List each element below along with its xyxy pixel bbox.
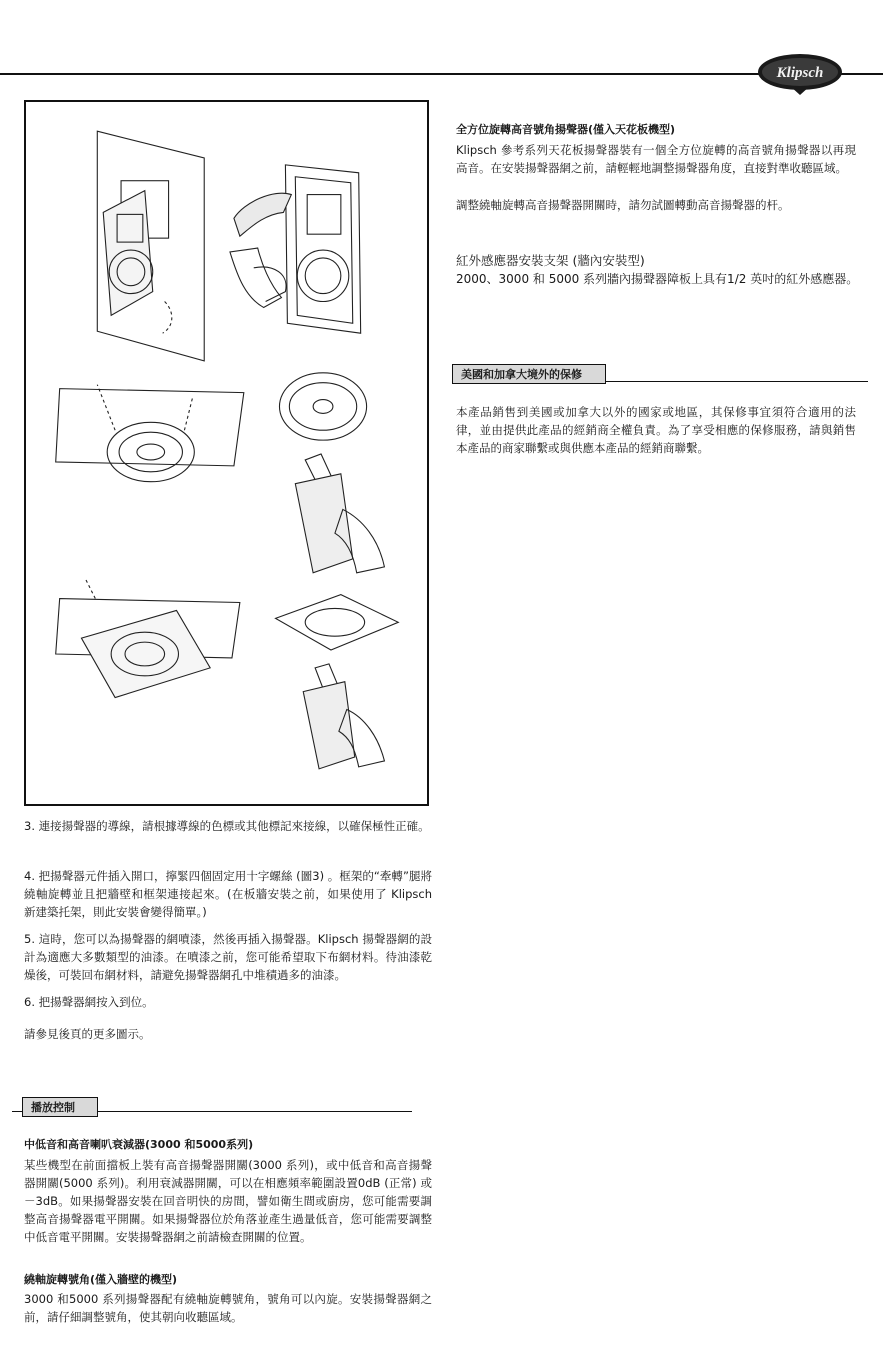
- step-4: 4. 把揚聲器元件插入開口，擰緊四個固定用十字螺絲 (圖3) 。框架的“牽轉”腿將繞軸旋轉並且把牆壁和框架連接起來。(在板牆安裝之前，如果使用了 Klipsch 新建築托架，則此安裝會變得簡單。): [24, 869, 432, 919]
- klipsch-logo: [756, 52, 844, 96]
- step-5: 5. 這時，您可以為揚聲器的網噴漆，然後再插入揚聲器。Klipsch 揚聲器網的設計為適應大多數類型的油漆。在噴漆之前，您可能希望取下布網材料。待油漆乾燥後，可裝回布網材料，請避免揚聲器網孔中堆積過多的油漆。: [24, 932, 432, 982]
- section-warranty-tab: 美國和加拿大境外的保修: [452, 364, 606, 384]
- tweeter-text-1: Klipsch 參考系列天花板揚聲器裝有一個全方位旋轉的高音號角揚聲器以再現高音。在安裝揚聲器網之前，請輕輕地調整揚聲器角度，直接對準收聽區域。: [456, 143, 856, 175]
- warranty-text: 本產品銷售到美國或加拿大以外的國家或地區，其保修事宜須符合適用的法律，並由提供此產品的經銷商全權負責。為了享受相應的保修服務，請與銷售本產品的商家聯繫或與供應本產品的經銷商聯繫。: [456, 405, 856, 455]
- installation-illustration: [24, 100, 429, 806]
- tweeter-heading: 全方位旋轉高音號角揚聲器(僅入天花板機型): [456, 123, 676, 136]
- attenuator-text: 某些機型在前面擋板上裝有高音揚聲器開關(3000 系列)，或中低音和高音揚聲器開關(5000 系列)。利用衰減器開關，可以在相應頻率範圍設置0dB (正常) 或－3dB。如果揚聲器安裝在回音明快的房間，譬如衛生間或廚房，您可能需要調整高音揚聲器電平開關。如果揚聲器位於角落並產生過量低音，您可能需要調整中低音電平開關。安裝揚聲器網之前請檢查開關的位置。: [24, 1158, 432, 1244]
- header-rule: [0, 73, 883, 75]
- svg-text:Klipsch: Klipsch: [776, 65, 824, 81]
- step-3: 3. 連接揚聲器的導線，請根據導線的色標或其他標記來接線，以確保極性正確。: [24, 819, 430, 833]
- pivot-text: 3000 和5000 系列揚聲器配有繞軸旋轉號角，號角可以內旋。安裝揚聲器網之前，請仔細調整號角，使其朝向收聽區域。: [24, 1292, 432, 1324]
- ceiling-panel: [56, 389, 244, 466]
- see-next-page: 請參見後頁的更多圖示。: [24, 1027, 151, 1041]
- pivot-heading: 繞軸旋轉號角(僅入牆壁的機型): [24, 1273, 178, 1286]
- screwdriver: [234, 193, 291, 236]
- tweeter-text-2: 調整繞軸旋轉高音揚聲器開關時，請勿試圖轉動高音揚聲器的杆。: [456, 198, 790, 212]
- ir-heading: 紅外感應器安裝支架 (牆內安裝型): [456, 253, 645, 268]
- attenuator-heading: 中低音和高音喇叭衰減器(3000 和5000系列): [24, 1138, 254, 1151]
- ir-text: 2000、3000 和 5000 系列牆內揚聲器障板上具有1/2 英吋的紅外感應器。: [456, 272, 859, 286]
- step-6: 6. 把揚聲器網按入到位。: [24, 995, 154, 1009]
- installation-drawings: [26, 102, 427, 804]
- section-playback-tab: 播放控制: [22, 1097, 98, 1117]
